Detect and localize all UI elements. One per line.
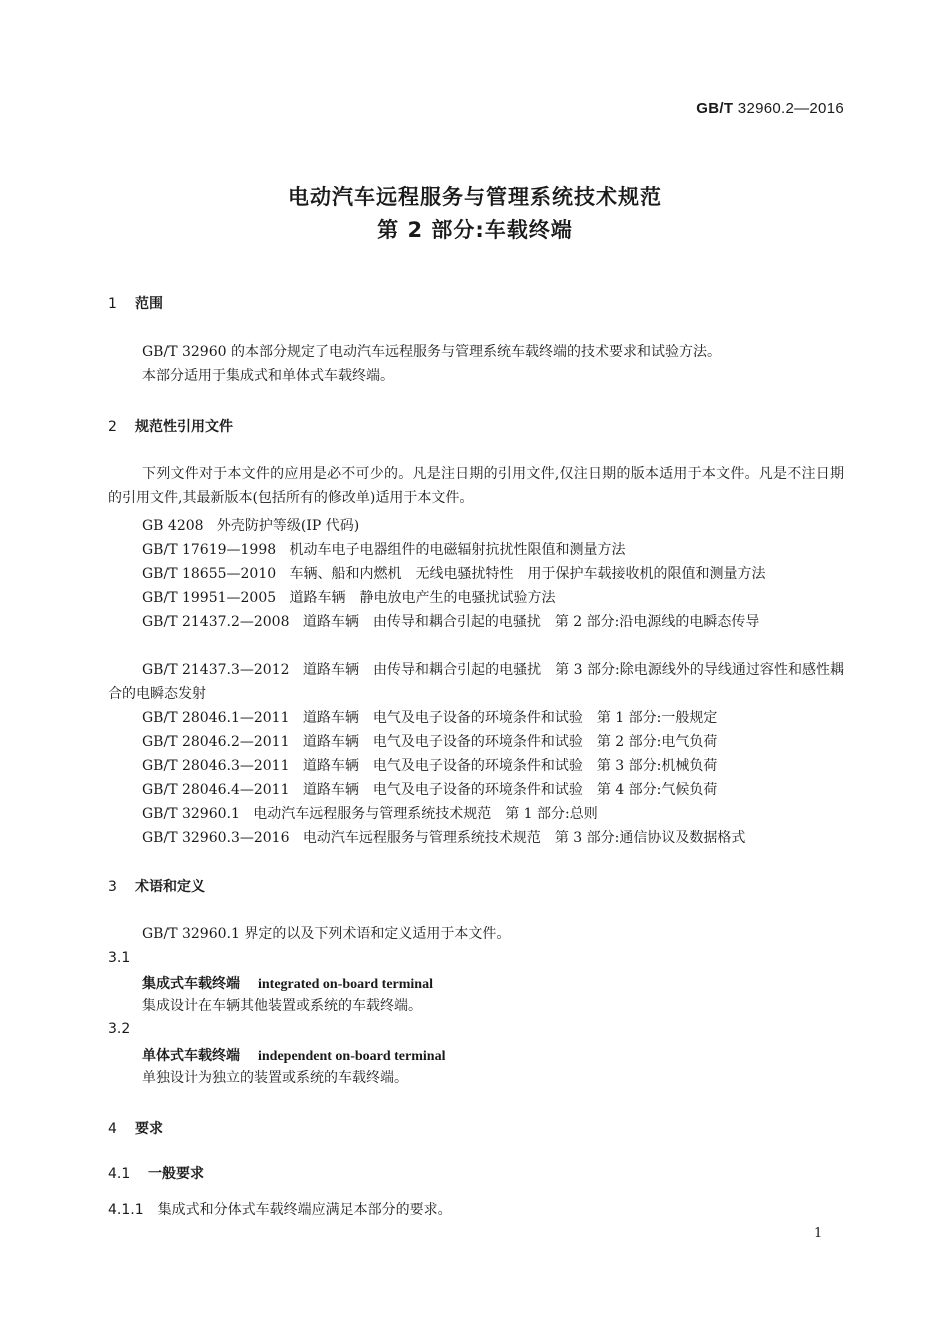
document-title: 电动汽车远程服务与管理系统技术规范 (288, 185, 662, 209)
reference-entry (142, 802, 598, 826)
reference-code: GB/T 18655—2010 (142, 566, 277, 582)
reference-entry (142, 778, 717, 802)
paragraph: 本部分适用于集成式和单体式车载终端。 (142, 368, 394, 384)
reference-code: GB/T 28046.4—2011 (142, 782, 290, 798)
page-number: 1 (814, 1226, 823, 1241)
term-definition: 单独设计为独立的装置或系统的车载终端。 (142, 1070, 408, 1086)
reference-code: GB/T 28046.1—2011 (142, 710, 290, 726)
reference-code: GB 4208 (142, 518, 204, 534)
paragraph: GB/T 32960 的本部分规定了电动汽车远程服务与管理系统车载终端的技术要求和试验方法。 (142, 344, 721, 360)
reference-entry (142, 586, 556, 610)
term-definition: 集成设计在车辆其他装置或系统的车载终端。 (142, 998, 422, 1014)
reference-title: 道路车辆 由传导和耦合引起的电骚扰 第 3 部分:除电源线外的导线通过容性和感性耦合的电瞬态发射 (108, 662, 844, 702)
reference-code: GB/T 32960.3—2016 (142, 830, 290, 846)
reference-title: 道路车辆 由传导和耦合引起的电骚扰 第 2 部分:沿电源线的电瞬态传导 (302, 614, 760, 630)
reference-code: GB/T 32960.1 (142, 806, 240, 822)
reference-title: 机动车电子电器组件的电磁辐射抗扰性限值和测量方法 (289, 542, 626, 558)
reference-entry (108, 610, 844, 634)
reference-entry (142, 562, 766, 586)
section-heading-normative-references: 2 规范性引用文件 (108, 419, 233, 435)
reference-entry (142, 706, 717, 730)
reference-entry (142, 514, 359, 538)
clause: 4.1.1 集成式和分体式车载终端应满足本部分的要求。 (108, 1202, 452, 1218)
reference-title: 道路车辆 电气及电子设备的环境条件和试验 第 4 部分:气候负荷 (302, 782, 718, 798)
paragraph: GB/T 32960.1 界定的以及下列术语和定义适用于本文件。 (142, 926, 511, 942)
reference-entry (142, 730, 717, 754)
document-subtitle: 第 2 部分:车载终端 (377, 218, 573, 242)
reference-entry (108, 658, 844, 706)
reference-title: 道路车辆 电气及电子设备的环境条件和试验 第 2 部分:电气负荷 (302, 734, 718, 750)
reference-title: 道路车辆 电气及电子设备的环境条件和试验 第 3 部分:机械负荷 (302, 758, 718, 774)
reference-code: GB/T 19951—2005 (142, 590, 277, 606)
subsection-heading: 4.1 一般要求 (108, 1166, 204, 1182)
section-heading-scope: 1 范围 (108, 296, 163, 312)
section-heading-terms: 3 术语和定义 (108, 879, 205, 895)
term-number: 3.1 (108, 950, 131, 966)
reference-entry (142, 538, 626, 562)
term-entry: 集成式车载终端 integrated on-board terminal (142, 976, 433, 992)
paragraph: 下列文件对于本文件的应用是必不可少的。凡是注日期的引用文件,仅注日期的版本适用于本文件。凡是不注日期的引用文件,其最新版本(包括所有的修改单)适用于本文件。 (108, 466, 844, 506)
reference-code: GB/T 21437.3—2012 (142, 662, 290, 678)
term-entry: 单体式车载终端 independent on-board terminal (142, 1048, 446, 1064)
reference-title: 电动汽车远程服务与管理系统技术规范 第 1 部分:总则 (253, 806, 598, 822)
reference-code: GB/T 17619—1998 (142, 542, 277, 558)
term-number: 3.2 (108, 1021, 131, 1037)
reference-code: GB/T 28046.3—2011 (142, 758, 290, 774)
reference-entry (142, 826, 745, 850)
standard-number: GB/T 32960.2—2016 (696, 100, 844, 117)
reference-title: 道路车辆 静电放电产生的电骚扰试验方法 (289, 590, 556, 606)
reference-title: 车辆、船和内燃机 无线电骚扰特性 用于保护车载接收机的限值和测量方法 (289, 566, 766, 582)
reference-code: GB/T 21437.2—2008 (142, 614, 290, 630)
section-heading-requirements: 4 要求 (108, 1121, 163, 1137)
reference-title: 电动汽车远程服务与管理系统技术规范 第 3 部分:通信协议及数据格式 (302, 830, 746, 846)
reference-title: 外壳防护等级(IP 代码) (216, 518, 360, 534)
reference-code: GB/T 28046.2—2011 (142, 734, 290, 750)
reference-title: 道路车辆 电气及电子设备的环境条件和试验 第 1 部分:一般规定 (302, 710, 718, 726)
reference-entry (142, 754, 717, 778)
